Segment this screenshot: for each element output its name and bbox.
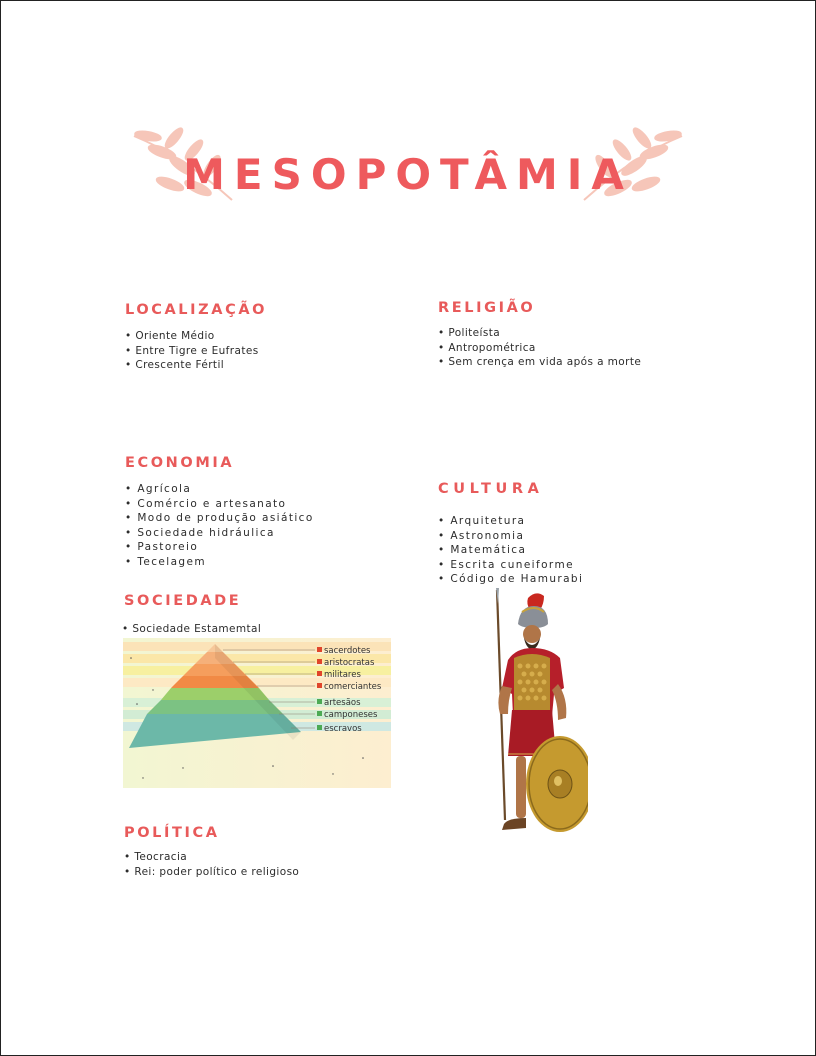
pyramid-label: comerciantes bbox=[324, 682, 382, 692]
localizacao-heading: LOCALIZAÇÃO bbox=[125, 302, 268, 318]
list-item: • Matemática bbox=[438, 543, 583, 558]
list-item: • Oriente Médio bbox=[125, 329, 259, 344]
cultura-heading: CULTURA bbox=[438, 481, 544, 497]
cultura-list bbox=[438, 514, 583, 587]
social-pyramid-image bbox=[123, 638, 391, 788]
list-item: • Sociedade hidráulica bbox=[125, 526, 314, 541]
list-item: • Entre Tigre e Eufrates bbox=[125, 344, 259, 359]
list-item: • Arquitetura bbox=[438, 514, 583, 529]
economia-heading: ECONOMIA bbox=[125, 455, 235, 471]
pyramid-label: camponeses bbox=[324, 710, 378, 720]
sociedade-list bbox=[122, 622, 261, 637]
list-item: • Antropométrica bbox=[438, 341, 641, 356]
list-item: • Escrita cuneiforme bbox=[438, 558, 583, 573]
pyramid-label: escravos bbox=[324, 724, 362, 734]
list-item: • Astronomia bbox=[438, 529, 583, 544]
mesopotamian-warrior-image bbox=[478, 588, 588, 846]
list-item: • Sociedade Estamemtal bbox=[122, 622, 261, 637]
list-item: • Sem crença em vida após a morte bbox=[438, 355, 641, 370]
pyramid-label: artesãos bbox=[324, 698, 361, 708]
list-item: • Pastoreio bbox=[125, 540, 314, 555]
list-item: • Crescente Fértil bbox=[125, 358, 259, 373]
pyramid-label: aristocratas bbox=[324, 658, 375, 668]
list-item: • Politeísta bbox=[438, 326, 641, 341]
pyramid-label: militares bbox=[324, 670, 361, 680]
religiao-heading: RELIGIÃO bbox=[438, 300, 536, 316]
list-item: • Modo de produção asiático bbox=[125, 511, 314, 526]
religiao-list bbox=[438, 326, 641, 370]
pyramid-label: sacerdotes bbox=[324, 646, 371, 656]
politica-heading: POLÍTICA bbox=[124, 825, 220, 841]
page-title: MESOPOTÂMIA bbox=[183, 150, 633, 199]
list-item: • Rei: poder político e religioso bbox=[124, 865, 299, 880]
localizacao-list bbox=[125, 329, 259, 373]
list-item: • Agrícola bbox=[125, 482, 314, 497]
list-item: • Código de Hamurabi bbox=[438, 572, 583, 587]
politica-list bbox=[124, 850, 299, 879]
economia-list bbox=[125, 482, 314, 570]
sociedade-heading: SOCIEDADE bbox=[124, 593, 242, 609]
list-item: • Tecelagem bbox=[125, 555, 314, 570]
list-item: • Teocracia bbox=[124, 850, 299, 865]
list-item: • Comércio e artesanato bbox=[125, 497, 314, 512]
